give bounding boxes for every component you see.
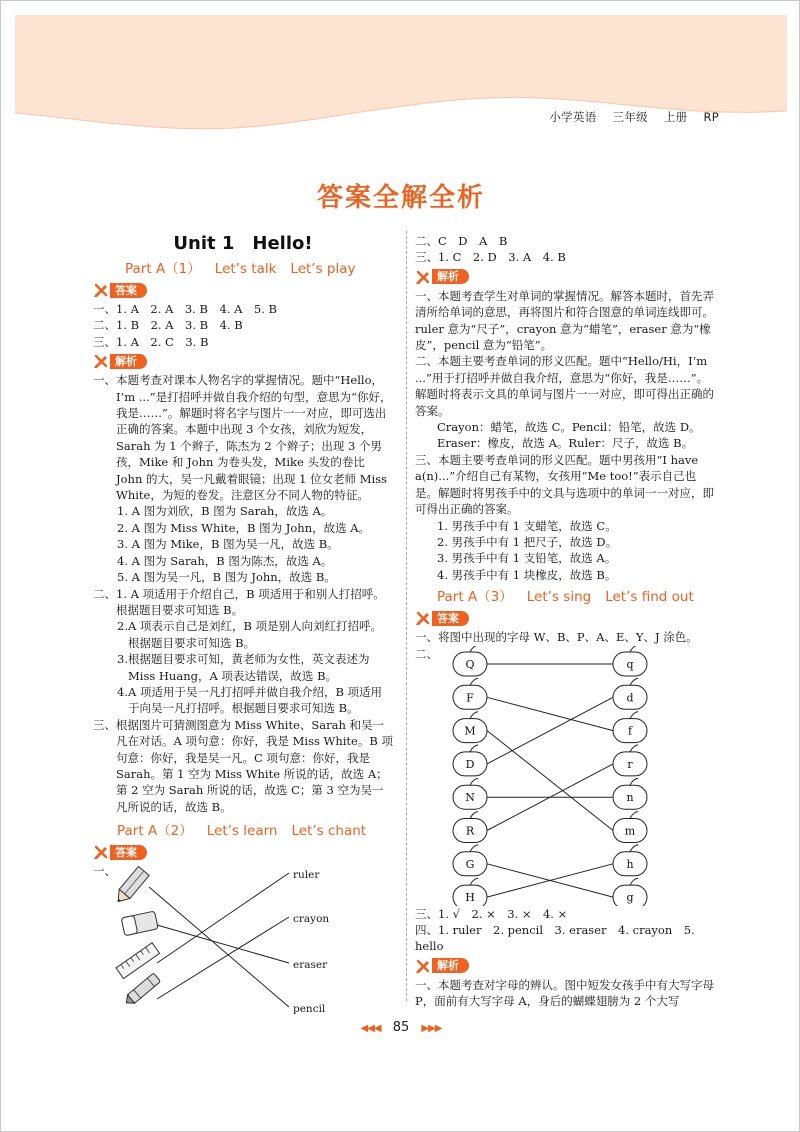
analysis-subitem: 5. A 图为吴一凡，B 图为 John，故选 B。: [117, 570, 336, 585]
answer-line: 二、C D A B: [415, 234, 508, 248]
letter-matching-line: [487, 730, 613, 830]
analysis-subitem: 2. A 图为 Miss White，B 图为 John，故选 A。: [117, 520, 371, 535]
apple-stem: [470, 646, 478, 652]
answer-tag-label: 答案: [110, 283, 147, 298]
apple-stem: [470, 878, 478, 885]
column-divider: [406, 231, 407, 1001]
left-letter: M: [464, 724, 476, 738]
right-letter-apple: [613, 844, 647, 875]
crayon-picture: [123, 973, 161, 1007]
left-letter-apple: [453, 878, 487, 906]
part2-title: Part A（2） Let’s learn Let’s chant: [117, 823, 367, 840]
apple-stem: [630, 646, 638, 652]
matching-line: [149, 887, 289, 1007]
apple-stem: [470, 711, 478, 718]
left-letter-apple: [453, 778, 487, 809]
answer-line: 三、1. C 2. D 3. A 4. B: [415, 250, 566, 265]
analysis-subitem: 1. 男孩手中有 1 支蜡笔，故选 C。: [437, 518, 617, 533]
letter-question-num: 二、: [415, 646, 438, 661]
analysis-item: 一、 本题考查对课本人物名字的掌握情况。题中“Hello，I’m ...”是打招呼并做自我介绍的句型，意思为“你好，我是……”。解题时将名字与图片一一对应，即可选出正确的答案。本题中出现 3 个女孩，刘欣为短发，Sarah 为 1 个辫子，陈杰为 2 个辫子；出现 3 个男孩，Mike 和 John 为卷头发，Mike 头发的卷比 John 的大，吴一凡戴着眼镜；出现 1 位女老师 Miss White，为短的卷发。注意区分不同人物的特征。: [93, 373, 392, 503]
answer-tag-label: 答案: [110, 845, 147, 860]
left-letter: N: [465, 790, 475, 804]
left-letter: F: [466, 690, 474, 704]
analysis-item: 二、本题主要考查单词的形义匹配。题中“Hello/Hi，I’m ...”用于打招呼并做自我介绍，意思为“你好，我是……”。解题时将表示文具的单词与图片一一对应，即可得出正确的答案。: [415, 354, 714, 418]
matching-line: [157, 925, 289, 963]
analysis-subitem: 3. 男孩手中有 1 支铅笔，故选 A。: [437, 551, 617, 566]
right-letter-apple: [613, 744, 647, 775]
answer-line: 一、将图中出现的字母 W、B、P、A、E、Y、J 涂色。: [415, 630, 698, 645]
unit-title: Unit 1 Hello!: [173, 233, 313, 254]
right-letter: n: [626, 790, 634, 804]
pencil-cross-icon: [415, 958, 431, 974]
left-letter-apple: [453, 844, 487, 875]
analysis-item: 一、本题考查学生对单词的掌握情况。解答本题时，首先弄清所给单词的意思，再将图片和符合图意的单词连线即可。ruler 意为“尺子”，crayon 意为“蜡笔”，eraser 意为“橡皮”，pencil 意为“铅笔”。: [415, 288, 714, 353]
right-letter-apple: [613, 811, 647, 842]
pencil-cross-icon: [93, 844, 109, 860]
apple-stem: [630, 878, 638, 885]
right-letter: r: [627, 757, 633, 771]
right-letter: g: [626, 890, 634, 904]
pencil-cross-icon: [93, 282, 109, 298]
right-letter: q: [626, 657, 634, 671]
analysis-subitem: 2. 男孩手中有 1 把尺子，故选 D。: [437, 534, 618, 549]
answer-tag: [93, 281, 393, 299]
header-edition: RP: [703, 110, 719, 124]
page-number: 85: [392, 1020, 410, 1035]
header-grade: 三年级: [612, 110, 648, 124]
page-footer: [1, 1020, 800, 1035]
answer-tag-label: 答案: [432, 611, 469, 626]
matching-question-num: 一、: [93, 864, 116, 879]
analysis-subitem: 2. A 项表示自己是刘红，B 项是别人向刘红打招呼。根据题目要求可知选 B。: [117, 619, 383, 650]
analysis-item: 一、本题考查对字母的辨认。图中短发女孩手中有大写字母 P，面前有大写字母 A，身后的蝴蝶翅膀为 2 个大写: [415, 977, 718, 1009]
arrows-left-icon: ◀◀◀: [360, 1023, 381, 1034]
apple-stem: [630, 678, 638, 685]
answer-line: 三、1. A 2. C 3. B: [93, 334, 209, 349]
answer-line: 二、1. B 2. A 3. B 4. B: [93, 318, 243, 333]
apple-stem: [630, 744, 638, 751]
left-letter: H: [465, 890, 475, 904]
analysis-item: 三、 根据图片可猜测图意为 Miss White、Sarah 和吴一凡在对话。A 项句意：你好，我是 Miss White。B 项句意：你好，我是吴一凡。C 项句意：你好，我是 Sarah。第 1 空为 Miss White 所说的话，故选 A；第 2 空为 Sarah 所说的话，故选 C；第 3 空为吴一凡所说的话，故选 B。: [93, 717, 393, 814]
matching-lines-svg: [93, 863, 393, 1021]
apple-stem: [630, 811, 638, 818]
answer-tag: [93, 843, 393, 861]
matching-word: pencil: [293, 1003, 326, 1016]
right-letter: f: [627, 724, 633, 738]
header-meta: [537, 109, 719, 125]
analysis-subitem: 4. A 项适用于吴一凡打招呼并做自我介绍，B 项适用于向吴一凡打招呼。根据题目要求可知选 B。: [117, 684, 383, 716]
left-column: [93, 233, 393, 1021]
page-title: 答案全解全析: [316, 183, 485, 213]
letter-matching-svg: [415, 646, 715, 906]
analysis-tag-label: 解析: [432, 269, 469, 284]
analysis-subitem: 1. A 图为刘欣，B 图为 Sarah，故选 A。: [117, 504, 333, 519]
analysis-tag: [93, 352, 393, 370]
part1-title: Part A（1） Let’s talk Let’s play: [125, 261, 356, 277]
analysis-subitem: 3. A 图为 Mike，B 图为吴一凡，故选 B。: [117, 537, 339, 552]
left-letter-apple: [453, 811, 487, 842]
apple-stem: [470, 844, 478, 851]
analysis-item: 三、本题主要考查单词的形义匹配。题中男孩用“I have a(n)...”介绍自己有某物，女孩用“Me too!”表示自己也是。解题时将男孩手中的文具与选项中的单词一一对应，即可得出正确的答案。: [415, 452, 714, 517]
right-column: [415, 233, 718, 1010]
left-letter: R: [465, 824, 475, 838]
apple-stem: [630, 844, 638, 851]
matching-word: ruler: [293, 869, 320, 882]
analysis-tag: [415, 268, 715, 286]
right-letter-apple: [613, 646, 647, 676]
apple-stem: [470, 811, 478, 818]
analysis-subitem: Crayon：蜡笔，故选 C。Pencil：铅笔，故选 D。Eraser：橡皮，故选 A。Ruler：尺子，故选 B。: [437, 420, 701, 451]
right-letter: m: [624, 824, 636, 838]
letter-matching-figure: [415, 646, 715, 906]
left-letter: D: [465, 757, 475, 771]
header-volume: 上册: [663, 110, 688, 124]
apple-stem: [470, 778, 478, 785]
pencil-picture: [113, 867, 149, 907]
right-letter: h: [626, 857, 634, 871]
eraser-picture: [121, 911, 158, 936]
apple-stem: [470, 678, 478, 685]
right-letter: d: [626, 690, 634, 704]
left-letter-apple: [453, 711, 487, 742]
right-letter-apple: [613, 711, 647, 742]
letter-matching-line: [487, 697, 613, 764]
answer-line: 四、1. ruler 2. pencil 3. eraser 4. crayon 5. hello: [415, 922, 699, 954]
analysis-subitem: 4. 男孩手中有 1 块橡皮，故选 B。: [437, 567, 617, 582]
matching-word: eraser: [293, 959, 328, 972]
right-letter-apple: [613, 678, 647, 709]
part3-title: Part A（3） Let’s sing Let’s find out: [437, 589, 694, 606]
matching-line: [157, 873, 289, 963]
left-letter: Q: [465, 657, 475, 671]
answer-line: 三、1. √ 2. × 3. × 4. ×: [415, 906, 568, 921]
left-letter-apple: [453, 678, 487, 709]
matching-figure: [93, 863, 393, 1021]
right-letter-apple: [613, 878, 647, 906]
left-letter-apple: [453, 646, 487, 676]
analysis-tag-label: 解析: [110, 354, 147, 369]
left-letter: G: [465, 857, 475, 871]
pencil-cross-icon: [415, 610, 431, 626]
apple-stem: [470, 744, 478, 751]
right-letter-apple: [613, 778, 647, 809]
letter-matching-line: [487, 697, 613, 730]
analysis-item: 二、 1. A 项适用于介绍自己，B 项适用于和别人打招呼。根据题目要求可知选 B。: [93, 586, 385, 617]
analysis-tag: [415, 957, 715, 975]
answer-tag: [415, 609, 715, 627]
analysis-subitem: 4. A 图为 Sarah，B 图为陈杰，故选 A。: [117, 553, 333, 568]
header-subject: 小学英语: [549, 110, 597, 124]
pencil-cross-icon: [415, 269, 431, 285]
arrows-right-icon: ▶▶▶: [421, 1023, 442, 1034]
pencil-cross-icon: [93, 353, 109, 369]
apple-stem: [630, 711, 638, 718]
matching-word: crayon: [293, 913, 330, 926]
left-letter-apple: [453, 744, 487, 775]
analysis-subitem: 3. 根据题目要求可知，黄老师为女性，英文表述为 Miss Huang，A 项表达错误，故选 B。: [117, 652, 370, 683]
apple-stem: [630, 778, 638, 785]
answer-line: 一、1. A 2. A 3. B 4. A 5. B: [93, 302, 277, 316]
analysis-tag-label: 解析: [432, 958, 469, 973]
matching-line: [157, 917, 289, 999]
